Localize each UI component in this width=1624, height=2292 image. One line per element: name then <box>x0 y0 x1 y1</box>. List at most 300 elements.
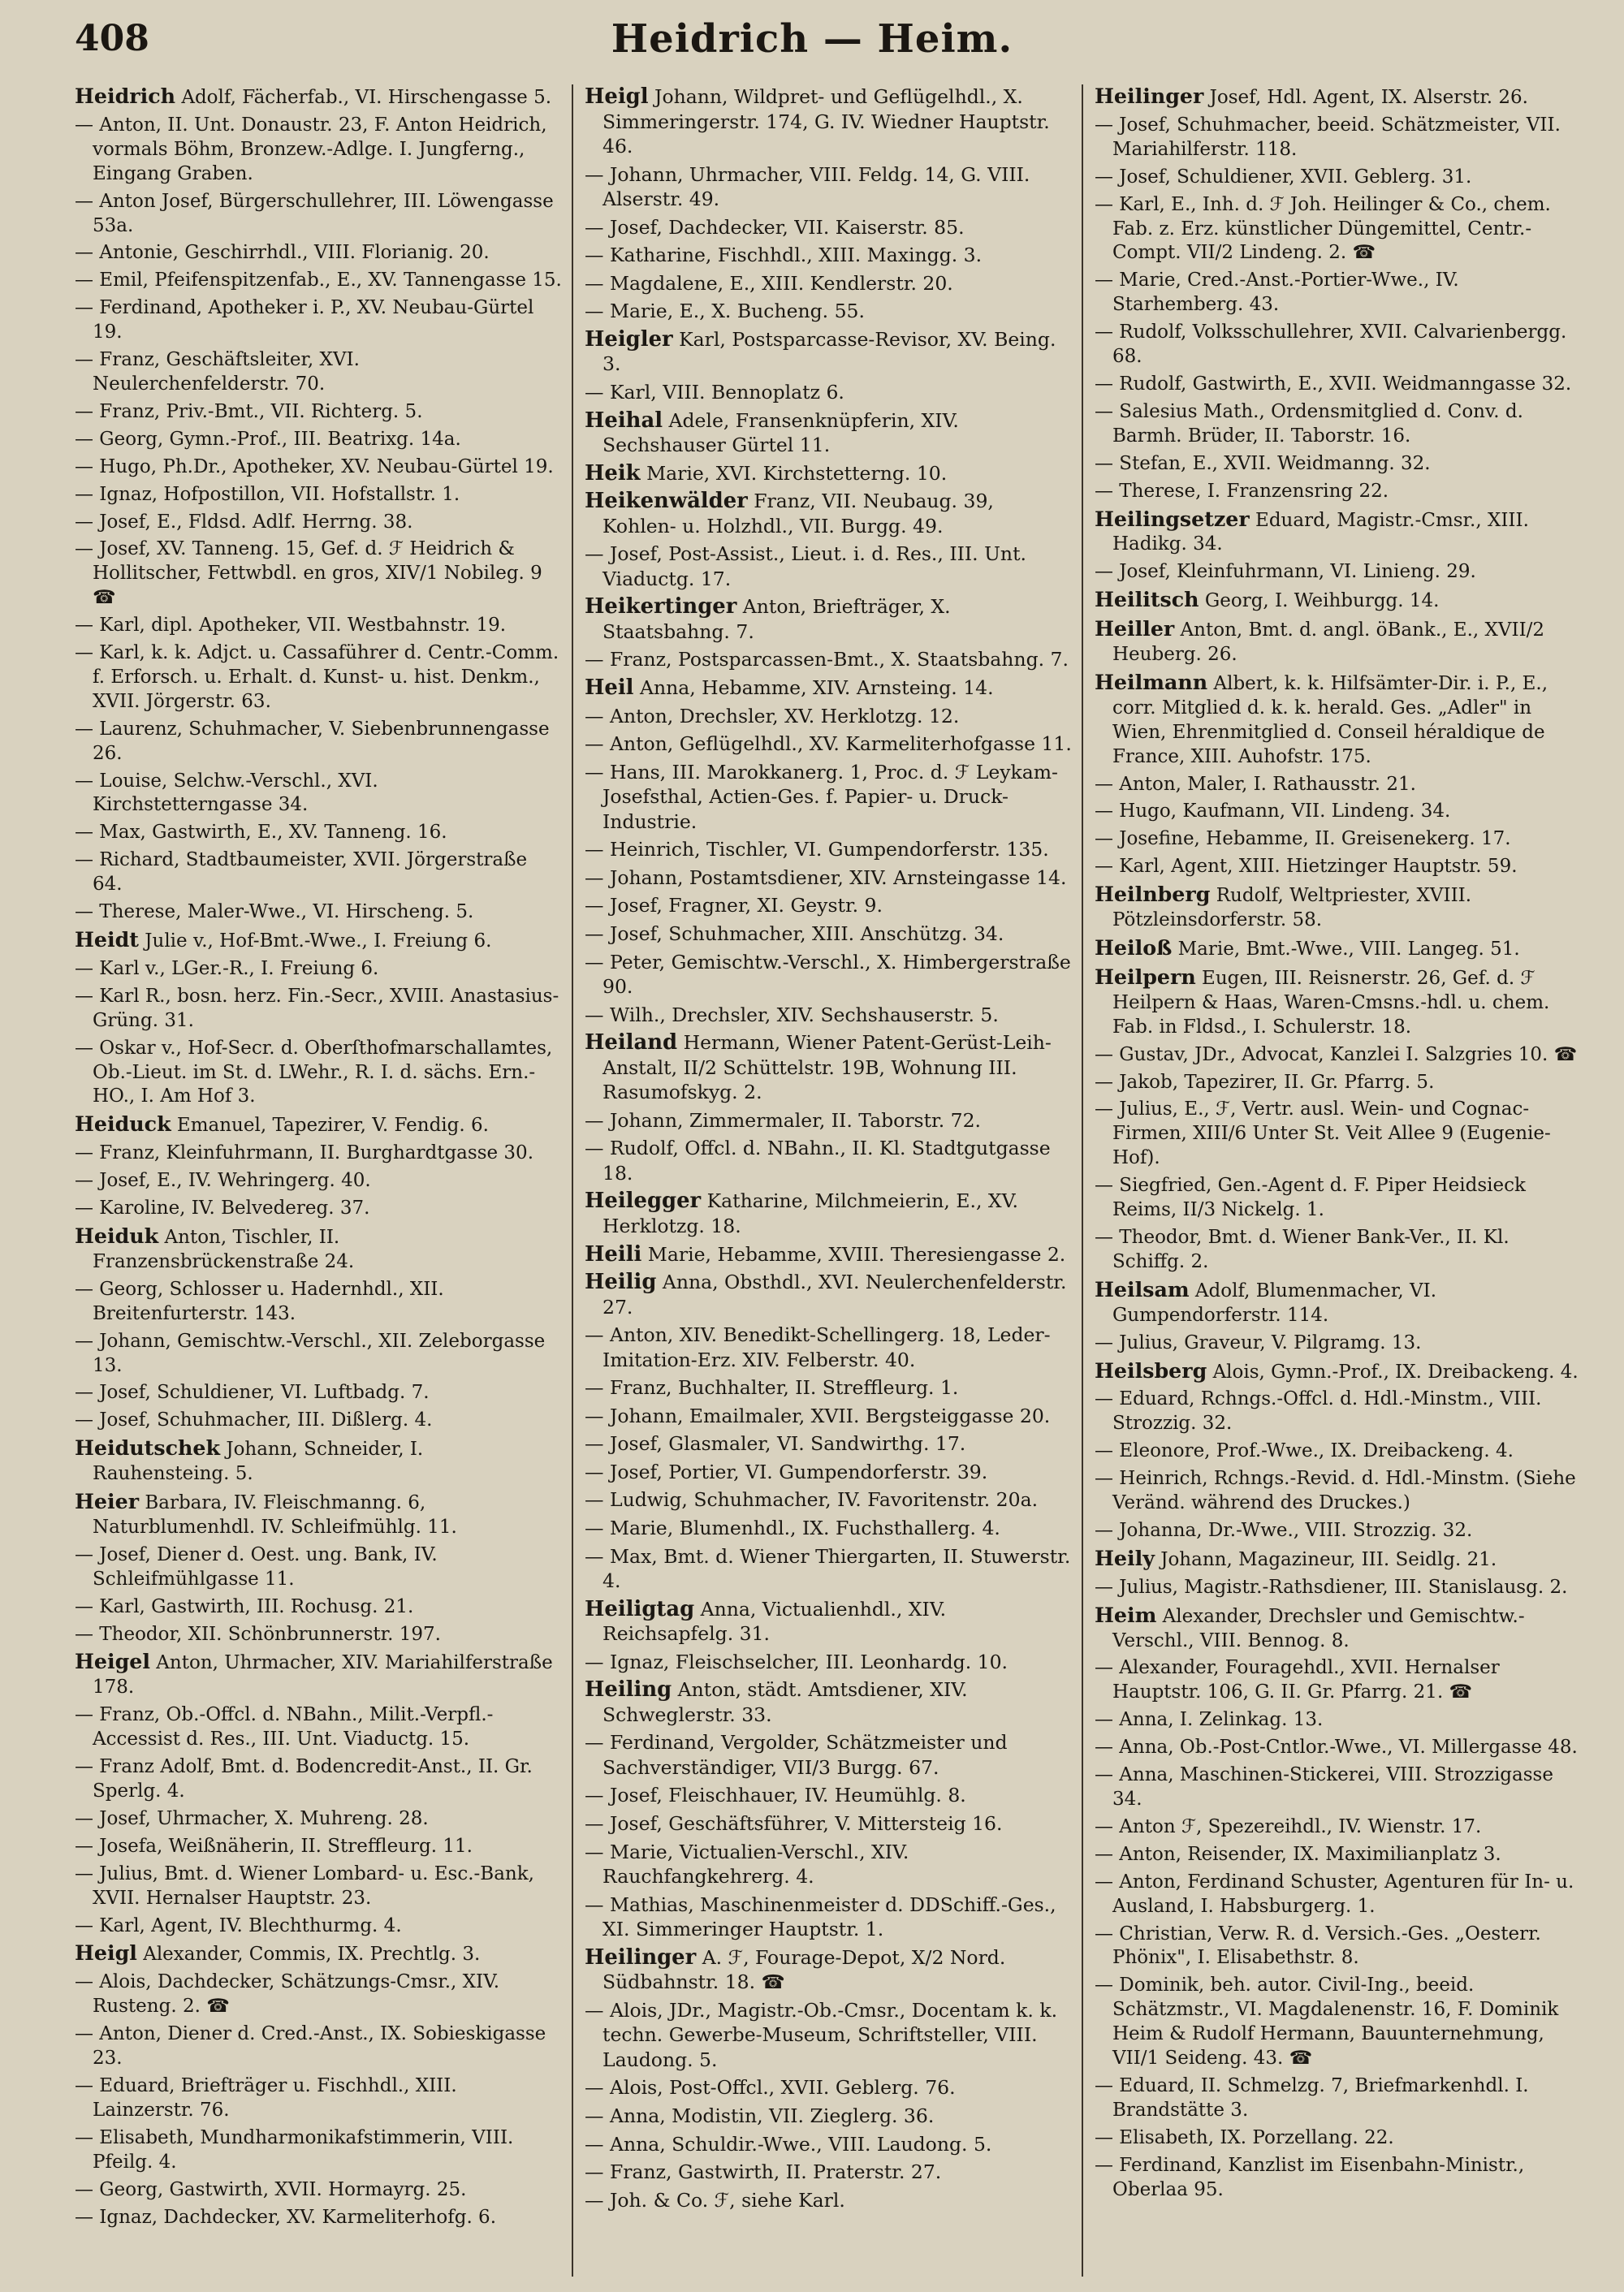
directory-entry <box>1095 1763 1582 1812</box>
directory-entry <box>585 922 1072 947</box>
directory-entry-surname <box>75 1490 562 1540</box>
entry-text: Anna, Obsthdl., XVI. Neulerchenfelderstr. 27. <box>603 1271 1067 1319</box>
entry-headword: Heilegger <box>585 1189 702 1214</box>
directory-entry <box>75 821 562 845</box>
entry-text: — Josef, E., IV. Wehringerg. 40. <box>75 1170 371 1192</box>
entry-headword: Heikenwälder <box>585 489 748 514</box>
directory-entry <box>585 299 1072 324</box>
entry-text: Emanuel, Tapezirer, V. Fendig. 6. <box>171 1115 489 1137</box>
directory-entry <box>75 1970 562 2019</box>
entry-text: — Josef, Geschäftsführer, V. Mittersteig 16. <box>585 1812 1003 1835</box>
directory-entry <box>585 1487 1072 1513</box>
directory-entry <box>585 760 1072 835</box>
directory-entry <box>585 1516 1072 1541</box>
entry-text: — Josef, Glasmaler, VI. Sandwirthg. 17. <box>585 1432 966 1456</box>
entry-text: Adolf, Blumenmacher, VI. Gumpendorferstr. 114. <box>1112 1280 1437 1326</box>
entry-text: — Marie, Victualien-Verschl., XIV. Rauchfangkehrerg. 4. <box>585 1840 909 1888</box>
directory-entry <box>585 542 1072 591</box>
directory-entry <box>1095 480 1582 504</box>
entry-text: — Anton Josef, Bürgerschullehrer, III. Löwengasse 53a. <box>75 190 554 236</box>
entry-text: Marie, Hebamme, XVIII. Theresiengasse 2. <box>641 1242 1066 1266</box>
directory-entry <box>75 900 562 925</box>
entry-text: — Alois, JDr., Magistr.-Ob.-Cmsr., Docentam k. k. techn. Gewerbe-Museum, Schriftsteller, VIII. Laudong. 5. <box>585 1998 1058 2071</box>
entry-text: Anton, Uhrmacher, XIV. Mariahilferstraße 178. <box>93 1652 553 1698</box>
directory-entry <box>585 837 1072 862</box>
entry-text: — Alois, Post-Offcl., XVII. Geblerg. 76. <box>585 2076 956 2100</box>
directory-entry <box>75 848 562 897</box>
entry-text: — Julius, E., ℱ, Vertr. ausl. Wein- und Cognac-Firmen, XIII/6 Unter St. Veit Allee 9 (Eugenie-Hof). <box>1095 1099 1551 1169</box>
directory-entry-surname <box>1095 1547 1582 1573</box>
entry-text: — Mathias, Maschinenmeister d. DDSchiff.-Ges., XI. Simmeringer Hauptstr. 1. <box>585 1893 1056 1941</box>
directory-entry <box>585 162 1072 212</box>
entry-text: — Josef, Schuhmacher, beeid. Schätzmeister, VII. Mariahilferstr. 118. <box>1095 114 1561 160</box>
directory-entry <box>75 1197 562 1221</box>
entry-text: — Theodor, XII. Schönbrunnerstr. 197. <box>75 1623 441 1645</box>
directory-entry <box>75 1037 562 1110</box>
entry-text: Alexander, Drechsler und Gemischtw.-Verschl., VIII. Bennog. 8. <box>1112 1605 1525 1651</box>
entry-text: — Eleonore, Prof.-Wwe., IX. Dreibackeng. 4. <box>1095 1440 1514 1462</box>
entry-text: — Marie, Cred.-Anst.-Portier-Wwe., IV. Starhemberg. 43. <box>1095 270 1459 316</box>
entry-headword: Heiller <box>1095 616 1175 641</box>
directory-entry <box>75 455 562 480</box>
entry-text: A. ℱ, Fourage-Depot, X/2 Nord. Südbahnstr. 18. ☎ <box>603 1945 1006 1994</box>
directory-entry <box>75 1623 562 1647</box>
directory-entry <box>585 950 1072 999</box>
directory-entry <box>585 893 1072 918</box>
entry-text: — Max, Gastwirth, E., XV. Tanneng. 16. <box>75 822 447 844</box>
entry-text: — Karl R., bosn. herz. Fin.-Secr., XVIII. Anastasius-Grüng. 31. <box>75 985 559 1031</box>
entry-text: — Anton, Drechsler, XV. Herklotzg. 12. <box>585 704 960 727</box>
entry-text: — Anna, I. Zelinkag. 13. <box>1095 1709 1324 1731</box>
entry-text: — Oskar v., Hof-Secr. d. Oberſthofmarschallamtes, Ob.-Lieut. im St. d. LWehr., R. I. d. sächs. Ern.-HO., I. Am Hof 3. <box>75 1037 553 1107</box>
entry-text: Anton, städt. Amtsdiener, XIV. Schweglerstr. 33. <box>603 1678 968 1726</box>
directory-entry <box>75 190 562 239</box>
directory-entry <box>585 647 1072 672</box>
directory-entry <box>1095 1226 1582 1275</box>
entry-text: — Karl, VIII. Bennoplatz 6. <box>585 381 844 404</box>
entry-text: — Johann, Uhrmacher, VIII. Feldg. 14, G. VIII. Alserstr. 49. <box>585 162 1030 211</box>
directory-entry <box>75 1142 562 1166</box>
directory-entry <box>75 985 562 1034</box>
directory-entry <box>585 1893 1072 1942</box>
directory-entry <box>585 865 1072 891</box>
entry-text: — Josef, Uhrmacher, X. Muhreng. 28. <box>75 1807 429 1829</box>
column-divider <box>572 84 573 2277</box>
directory-entry-surname <box>1095 617 1582 667</box>
directory-entry <box>1095 2126 1582 2151</box>
directory-entry <box>1095 560 1582 585</box>
entry-text: Alois, Gymn.-Prof., IX. Dreibackeng. 4. <box>1207 1361 1579 1383</box>
entry-text: — Johann, Gemischtw.-Verschl., XII. Zeleborgasse 13. <box>75 1330 546 1376</box>
directory-entry <box>1095 1974 1582 2071</box>
directory-entry <box>75 114 562 187</box>
directory-entry <box>75 2074 562 2123</box>
entry-text: — Rudolf, Offcl. d. NBahn., II. Kl. Stadtgutgasse 18. <box>585 1137 1051 1185</box>
directory-entry <box>585 2075 1072 2100</box>
entry-text: — Josef, Schuhmacher, XIII. Anschützg. 34. <box>585 922 1004 945</box>
entry-text: — Franz, Gastwirth, II. Praterstr. 27. <box>585 2160 942 2184</box>
entry-text: — Karoline, IV. Belvedereg. 37. <box>75 1198 370 1219</box>
directory-entry-surname <box>75 1112 562 1138</box>
entry-headword: Heil <box>585 676 634 701</box>
directory-entry <box>585 215 1072 240</box>
entry-text: — Franz, Kleinfuhrmann, II. Burghardtgasse 30. <box>75 1142 534 1164</box>
entry-text: — Alois, Dachdecker, Schätzungs-Cmsr., XIV. Rusteng. 2. ☎ <box>75 1971 500 2018</box>
entry-text: — Hans, III. Marokkanerg. 1, Proc. d. ℱ Leykam-Josefsthal, Actien-Ges. f. Papier- u. Druck-Industrie. <box>585 760 1058 833</box>
directory-entry <box>585 732 1072 757</box>
entry-headword: Heiland <box>585 1030 678 1055</box>
directory-entry <box>1095 1467 1582 1516</box>
entry-text: — Stefan, E., XVII. Weidmanng. 32. <box>1095 452 1431 474</box>
directory-entry <box>75 957 562 982</box>
entry-text: — Max, Bmt. d. Wiener Thiergarten, II. Stuwerstr. 4. <box>585 1544 1071 1593</box>
directory-entry-surname <box>1095 883 1582 933</box>
directory-entry <box>75 770 562 818</box>
entry-text: — Karl, k. k. Adjct. u. Cassaführer d. Centr.-Comm. f. Erforsch. u. Erhalt. d. Kunst- u. hist. Denkm., XVII. Jörgerstr. 63. <box>75 642 559 712</box>
entry-text: — Anton ℱ, Spezereihdl., IV. Wienstr. 17. <box>1095 1815 1482 1837</box>
directory-entry <box>1095 2154 1582 2203</box>
entry-text: — Anton, XIV. Benedikt-Schellingerg. 18, Leder-Imitation-Erz. XIV. Felberstr. 40. <box>585 1323 1051 1371</box>
entry-headword: Heigler <box>585 326 673 352</box>
entry-text: — Josef, Fleischhauer, IV. Heumühlg. 8. <box>585 1784 966 1807</box>
entry-text: — Georg, Gymn.-Prof., III. Beatrixg. 14a. <box>75 428 461 450</box>
entry-headword: Heigl <box>75 1940 137 1966</box>
directory-entry <box>75 511 562 535</box>
entry-text: — Peter, Gemischtw.-Verschl., X. Himbergerstraße 90. <box>585 950 1071 999</box>
directory-entry <box>1095 114 1582 162</box>
entry-headword: Heik <box>585 460 641 486</box>
directory-entry-surname <box>585 1030 1072 1105</box>
directory-entry-surname <box>585 408 1072 458</box>
entry-text: — Anna, Maschinen-Stickerei, VIII. Strozzigasse 34. <box>1095 1764 1553 1810</box>
entry-text: — Eduard, Rchngs.-Offcl. d. Hdl.-Minstm., VIII. Strozzig. 32. <box>1095 1388 1542 1435</box>
entry-headword: Heihal <box>585 408 663 433</box>
directory-entry <box>1095 1332 1582 1356</box>
directory-entry <box>75 348 562 397</box>
entry-text: Josef, Hdl. Agent, IX. Alserstr. 26. <box>1203 87 1528 108</box>
entry-text: Anton, Bmt. d. angl. öBank., E., XVII/2 Heuberg. 26. <box>1112 619 1545 666</box>
directory-entry <box>1095 1388 1582 1436</box>
entry-headword: Heidrich <box>75 84 176 108</box>
directory-entry <box>75 641 562 714</box>
directory-entry <box>75 2022 562 2071</box>
entry-text: Barbara, IV. Fleischmanng. 6, Naturblumenhdl. IV. Schleifmühlg. 11. <box>93 1492 457 1538</box>
entry-headword: Heier <box>75 1489 140 1514</box>
entry-text: Julie v., Hof-Bmt.-Wwe., I. Freiung 6. <box>138 930 492 952</box>
entry-text: Marie, XVI. Kirchstetterng. 10. <box>640 461 948 485</box>
entry-text: Johann, Magazineur, III. Seidlg. 21. <box>1154 1548 1497 1570</box>
directory-entry <box>1095 166 1582 190</box>
entry-text: — Elisabeth, IX. Porzellang. 22. <box>1095 2126 1394 2148</box>
entry-text: — Anna, Schuldir.-Wwe., VIII. Laudong. 5. <box>585 2132 992 2156</box>
directory-entry-surname <box>1095 1278 1582 1328</box>
entry-text: — Johann, Zimmermaler, II. Taborstr. 72. <box>585 1108 982 1132</box>
entry-headword: Heilsam <box>1095 1276 1190 1301</box>
entry-headword: Heilinger <box>585 1945 697 1970</box>
entry-text: — Johann, Postamtsdiener, XIV. Arnsteingasse 14. <box>585 865 1067 889</box>
entry-text: — Karl, Agent, IV. Blechthurmg. 4. <box>75 1914 402 1936</box>
directory-columns <box>75 84 1595 2277</box>
directory-entry <box>585 1998 1072 2073</box>
entry-text: — Hugo, Kaufmann, VII. Lindeng. 34. <box>1095 801 1451 822</box>
entry-text: — Josef, XV. Tanneng. 15, Gef. d. ℱ Heidrich & Hollitscher, Fettwbdl. en gros, XIV/1 Nobileg. 9 ☎ <box>75 538 542 609</box>
entry-text: Katharine, Milchmeierin, E., XV. Herklotzg. 18. <box>603 1189 1018 1237</box>
directory-entry-surname <box>75 1941 562 1967</box>
entry-text: — Julius, Graveur, V. Pilgramg. 13. <box>1095 1332 1422 1353</box>
directory-entry <box>585 1544 1072 1594</box>
directory-entry-surname <box>1095 1604 1582 1654</box>
entry-text: — Joh. & Co. ℱ, siehe Karl. <box>585 2188 845 2212</box>
directory-entry <box>585 271 1072 296</box>
entry-text: — Anton, Ferdinand Schuster, Agenturen für In- u. Ausland, I. Habsburgerg. 1. <box>1095 1871 1574 1917</box>
entry-text: Franz, VII. Neubaug. 39, Kohlen- u. Holzhdl., VII. Burgg. 49. <box>603 490 994 537</box>
entry-text: — Josef, E., Fldsd. Adlf. Herrng. 38. <box>75 511 413 533</box>
entry-text: — Katharine, Fischhdl., XIII. Maxingg. 3. <box>585 244 983 267</box>
directory-entry <box>1095 1871 1582 1919</box>
entry-text: — Marie, E., X. Bucheng. 55. <box>585 300 865 323</box>
entry-text: — Ignaz, Dachdecker, XV. Karmeliterhofg. 6. <box>75 2206 497 2228</box>
directory-entry <box>75 1807 562 1832</box>
directory-entry <box>75 1278 562 1327</box>
entry-text: — Anton, Reisender, IX. Maximilianplatz 3. <box>1095 1843 1501 1865</box>
entry-text: Anna, Victualienhdl., XIV. Reichsapfelg. 31. <box>603 1597 947 1646</box>
directory-entry <box>585 1650 1072 1675</box>
directory-entry <box>585 1136 1072 1185</box>
entry-headword: Heidt <box>75 927 139 952</box>
entry-text: Adolf, Fächerfab., VI. Hirschengasse 5. <box>175 87 552 108</box>
entry-text: — Karl, E., Inh. d. ℱ Joh. Heilinger & Co., chem. Fab. z. Erz. künstlicher Düngemittel, Centr.-Compt. VII/2 Lindeng. 2. ☎ <box>1095 193 1551 264</box>
entry-text: Johann, Schneider, I. Rauhensteing. 5. <box>93 1439 424 1485</box>
directory-entry-surname <box>585 1189 1072 1238</box>
page-header <box>0 0 1624 89</box>
directory-entry <box>585 2188 1072 2213</box>
entry-text: — Franz, Buchhalter, II. Streffleurg. 1. <box>585 1376 959 1400</box>
entry-text: — Josef, Schuldiener, XVII. Geblerg. 31. <box>1095 166 1472 188</box>
entry-text: — Richard, Stadtbaumeister, XVII. Jörgerstraße 64. <box>75 849 528 896</box>
directory-entry <box>1095 827 1582 852</box>
entry-text: — Johanna, Dr.-Wwe., VIII. Strozzig. 32. <box>1095 1519 1473 1541</box>
entry-text: — Karl, Gastwirth, III. Rochusg. 21. <box>75 1595 414 1617</box>
directory-entry <box>1095 1708 1582 1733</box>
directory-entry <box>1095 400 1582 449</box>
entry-text: Georg, I. Weihburgg. 14. <box>1199 590 1440 612</box>
directory-entry <box>585 1460 1072 1485</box>
directory-entry <box>585 1811 1072 1837</box>
entry-headword: Heigl <box>585 84 649 109</box>
directory-entry <box>1095 452 1582 477</box>
directory-entry-surname <box>585 676 1072 701</box>
entry-headword: Heiloß <box>1095 935 1173 960</box>
entry-headword: Heilitsch <box>1095 587 1199 612</box>
entry-headword: Heilingsetzer <box>1095 506 1250 531</box>
directory-entry <box>585 243 1072 268</box>
entry-text: Anton, Tischler, II. Franzensbrückenstraße 24. <box>93 1226 355 1272</box>
entry-text: — Anna, Ob.-Post-Cntlor.-Wwe., VI. Millergasse 48. <box>1095 1737 1578 1759</box>
entry-text: — Franz, Priv.-Bmt., VII. Richterg. 5. <box>75 400 423 422</box>
directory-entry <box>1095 193 1582 266</box>
entry-text: — Josef, Portier, VI. Gumpendorferstr. 39. <box>585 1460 988 1483</box>
directory-entry <box>585 1404 1072 1429</box>
directory-entry <box>75 1330 562 1379</box>
directory-entry <box>75 241 562 265</box>
entry-text: Adele, Fransenknüpferin, XIV. Sechshauser Gürtel 11. <box>603 408 959 457</box>
directory-entry <box>75 614 562 638</box>
directory-entry <box>75 1169 562 1193</box>
directory-entry <box>75 2178 562 2203</box>
entry-text: — Ludwig, Schuhmacher, IV. Favoritenstr. 20a. <box>585 1488 1039 1512</box>
entry-headword: Heiligtag <box>585 1596 695 1621</box>
entry-text: — Anna, Modistin, VII. Zieglerg. 36. <box>585 2104 935 2128</box>
directory-entry <box>1095 373 1582 397</box>
directory-entry <box>585 2104 1072 2129</box>
entry-text: Albert, k. k. Hilfsämter-Dir. i. P., E., corr. Mitglied d. k. k. herald. Ges. „Adler" in Wien, Ehrenmitglied d. Conseil héraldique de France, XIII. Auhofstr. 175. <box>1112 672 1548 767</box>
directory-entry <box>585 2132 1072 2157</box>
entry-text: — Eduard, Briefträger u. Fischhdl., XIII. Lainzerstr. 76. <box>75 2074 457 2121</box>
directory-entry <box>1095 1576 1582 1600</box>
directory-entry <box>1095 1071 1582 1095</box>
entry-text: — Karl, Agent, XIII. Hietzinger Hauptstr. 59. <box>1095 856 1518 878</box>
entry-text: — Alexander, Fouragehdl., XVII. Hernalser Hauptstr. 106, G. II. Gr. Pfarrg. 21. ☎ <box>1095 1657 1500 1703</box>
entry-headword: Heilinger <box>1095 84 1204 108</box>
entry-text: — Wilh., Drechsler, XIV. Sechshauserstr. 5. <box>585 1003 999 1026</box>
entry-text: — Heinrich, Rchngs.-Revid. d. Hdl.-Minstm. (Siehe Veränd. während des Druckes.) <box>1095 1468 1576 1514</box>
directory-entry <box>585 1431 1072 1457</box>
directory-entry <box>585 704 1072 729</box>
entry-text: — Ferdinand, Apotheker i. P., XV. Neubau-Gürtel 19. <box>75 297 534 343</box>
directory-entry <box>1095 1843 1582 1867</box>
directory-entry <box>1095 800 1582 824</box>
entry-text: — Ferdinand, Vergolder, Schätzmeister und Sachverständiger, VII/3 Burgg. 67. <box>585 1731 1008 1779</box>
directory-entry-surname <box>585 1242 1072 1267</box>
directory-entry-surname <box>1095 1359 1582 1385</box>
directory-entry <box>75 269 562 293</box>
directory-entry-surname <box>1095 671 1582 770</box>
entry-text: — Rudolf, Gastwirth, E., XVII. Weidmanngasse 32. <box>1095 373 1572 395</box>
directory-entry-surname <box>585 594 1072 644</box>
directory-entry <box>1095 1043 1582 1068</box>
entry-headword: Heigel <box>75 1649 150 1674</box>
entry-text: Johann, Wildpret- und Geflügelhdl., X. Simmeringerstr. 174, G. IV. Wiedner Hauptstr. 46. <box>603 85 1050 158</box>
directory-entry <box>75 1863 562 1911</box>
directory-entry <box>75 1409 562 1433</box>
directory-entry-surname <box>1095 84 1582 110</box>
entry-text: — Josef, Schuhmacher, III. Dißlerg. 4. <box>75 1409 433 1431</box>
entry-headword: Heiduk <box>75 1223 159 1248</box>
entry-text: — Gustav, JDr., Advocat, Kanzlei I. Salzgries 10. ☎ <box>1095 1043 1578 1065</box>
entry-text: — Louise, Selchw.-Verschl., XVI. Kirchstetterngasse 34. <box>75 770 378 816</box>
directory-entry-surname <box>585 489 1072 538</box>
directory-entry <box>75 2206 562 2230</box>
directory-entry <box>1095 1656 1582 1705</box>
directory-entry <box>75 400 562 425</box>
entry-text: — Josef, Diener d. Oest. ung. Bank, IV. Schleifmühlgasse 11. <box>75 1543 438 1590</box>
entry-text: — Marie, Blumenhdl., IX. Fuchsthallerg. 4. <box>585 1516 1000 1539</box>
entry-headword: Heim <box>1095 1602 1157 1627</box>
entry-text: — Josef, Dachdecker, VII. Kaiserstr. 85. <box>585 215 965 239</box>
entry-headword: Heiduck <box>75 1111 171 1137</box>
entry-text: — Salesius Math., Ordensmitglied d. Conv. d. Barmh. Brüder, II. Taborstr. 16. <box>1095 400 1523 447</box>
entry-text: — Siegfried, Gen.-Agent d. F. Piper Heidsieck Reims, II/3 Nickelg. 1. <box>1095 1175 1526 1221</box>
directory-entry <box>585 1783 1072 1808</box>
entry-text: — Anton, II. Unt. Donaustr. 23, F. Anton Heidrich, vormals Böhm, Bronzew.-Adlge. I. Jungferng., Eingang Graben. <box>75 114 547 184</box>
directory-entry-surname <box>585 1677 1072 1727</box>
directory-entry <box>75 1914 562 1939</box>
directory-entry <box>1095 773 1582 797</box>
entry-text: — Josef, Schuldiener, VI. Luftbadg. 7. <box>75 1382 430 1404</box>
directory-entry <box>75 483 562 507</box>
entry-headword: Heidutschek <box>75 1435 221 1461</box>
entry-text: — Jakob, Tapezirer, II. Gr. Pfarrg. 5. <box>1095 1071 1435 1093</box>
directory-entry <box>1095 855 1582 879</box>
directory-entry-surname <box>75 1224 562 1275</box>
entry-text: — Emil, Pfeifenspitzenfab., E., XV. Tannengasse 15. <box>75 270 562 291</box>
entry-headword: Heilpern <box>1095 964 1196 989</box>
entry-text: — Josefine, Hebamme, II. Greisenekerg. 17. <box>1095 828 1511 850</box>
entry-text: — Johann, Emailmaler, XVII. Bergsteiggasse 20. <box>585 1404 1051 1427</box>
directory-entry-surname <box>585 84 1072 159</box>
directory-entry <box>585 2160 1072 2185</box>
entry-text: — Karl v., LGer.-R., I. Freiung 6. <box>75 957 379 979</box>
directory-entry-surname <box>75 1436 562 1487</box>
column-divider <box>1082 84 1083 2277</box>
entry-text: — Antonie, Geschirrhdl., VIII. Florianig. 20. <box>75 242 490 264</box>
entry-text: — Julius, Magistr.-Rathsdiener, III. Stanislausg. 2. <box>1095 1576 1568 1598</box>
directory-entry <box>75 296 562 345</box>
entry-headword: Heily <box>1095 1545 1155 1570</box>
directory-entry <box>75 428 562 452</box>
directory-entry-surname <box>585 1945 1072 1995</box>
directory-entry-surname <box>585 1597 1072 1647</box>
directory-entry <box>585 380 1072 405</box>
entry-text: — Anton, Maler, I. Rathausstr. 21. <box>1095 773 1416 795</box>
directory-entry-surname <box>75 84 562 110</box>
entry-text: Eduard, Magistr.-Cmsr., XIII. Hadikg. 34. <box>1112 509 1529 555</box>
entry-text: — Christian, Verw. R. d. Versich.-Ges. „Oesterr. Phönix", I. Elisabethstr. 8. <box>1095 1923 1541 1969</box>
column-2 <box>585 84 1072 2277</box>
directory-entry-surname <box>1095 965 1582 1040</box>
entry-text: — Elisabeth, Mundharmonikafstimmerin, VIII. Pfeilg. 4. <box>75 2126 514 2173</box>
entry-text: — Ignaz, Fleischselcher, III. Leonhardg. 10. <box>585 1650 1009 1673</box>
entry-text: Hermann, Wiener Patent-Gerüst-Leih-Anstalt, II/2 Schüttelstr. 19B, Wohnung III. Rasumofskyg. 2. <box>603 1031 1052 1104</box>
entry-text: — Eduard, II. Schmelzg. 7, Briefmarkenhdl. I. Brandstätte 3. <box>1095 2074 1529 2121</box>
entry-text: — Josef, Kleinfuhrmann, VI. Linieng. 29. <box>1095 561 1476 583</box>
entry-text: — Laurenz, Schuhmacher, V. Siebenbrunnengasse 26. <box>75 718 550 764</box>
entry-text: — Anton, Geflügelhdl., XV. Karmeliterhofgasse 11. <box>585 732 1072 756</box>
entry-text: — Karl, dipl. Apotheker, VII. Westbahnstr. 19. <box>75 615 507 637</box>
directory-entry-surname <box>1095 507 1582 558</box>
entry-text: — Anton, Diener d. Cred.-Anst., IX. Sobieskigasse 23. <box>75 2023 546 2070</box>
directory-entry-surname <box>585 327 1072 377</box>
entry-text: — Theodor, Bmt. d. Wiener Bank-Ver., II. Kl. Schiffg. 2. <box>1095 1226 1510 1272</box>
directory-entry <box>1095 1519 1582 1543</box>
directory-entry <box>585 1108 1072 1133</box>
running-title: Heidrich — Heim. <box>611 16 1013 62</box>
directory-entry <box>585 1730 1072 1780</box>
directory-entry <box>585 1375 1072 1401</box>
entry-text: — Rudolf, Volksschullehrer, XVII. Calvarienbergg. 68. <box>1095 322 1567 368</box>
directory-entry <box>75 1543 562 1592</box>
entry-headword: Heiling <box>585 1677 672 1703</box>
entry-text: Alexander, Commis, IX. Prechtlg. 3. <box>136 1944 481 1966</box>
directory-entry <box>1095 1440 1582 1464</box>
directory-entry <box>1095 1923 1582 1971</box>
directory-entry <box>75 1755 562 1804</box>
entry-text: — Dominik, beh. autor. Civil-Ing., beeid. Schätzmstr., VI. Magdalenenstr. 16, F. Dominik Heim & Rudolf Hermann, Bauunternehmung, VII/1 Seideng. 43. ☎ <box>1095 1975 1559 2070</box>
directory-entry <box>1095 269 1582 317</box>
directory-entry-surname <box>75 1650 562 1700</box>
column-3 <box>1095 84 1582 2277</box>
directory-entry-surname <box>1095 936 1582 962</box>
